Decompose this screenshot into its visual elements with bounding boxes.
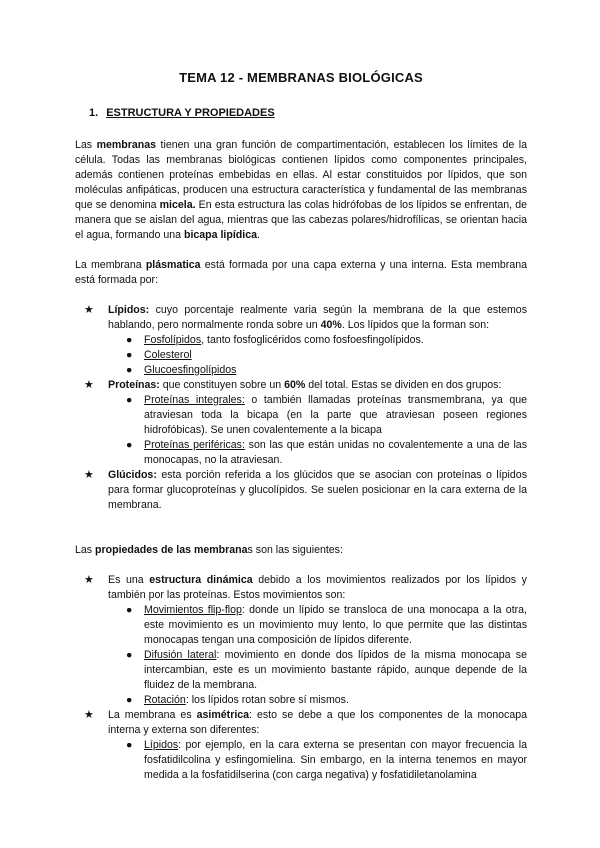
sublist — [108, 393, 527, 468]
bold-term: micela. — [159, 199, 196, 211]
bold-term: bicapa lipídica — [183, 229, 257, 241]
text: esta porción referida a los glúcidos que se asocian con proteínas o lípidos para formar glucoproteínas y glucolípidos. Se suelen posicionar en la cara externa de la membrana. — [108, 469, 527, 511]
text: cuyo porcentaje realmente varia según la membrana de la que estemos hablando, pero normalmente ronda sobre un — [108, 304, 527, 331]
section-heading — [89, 107, 527, 119]
list-item — [108, 333, 527, 348]
components-list — [75, 303, 527, 513]
dot-bullet-icon: ● — [126, 739, 133, 751]
dot-bullet-icon: ● — [126, 394, 133, 406]
dot-bullet-icon: ● — [126, 649, 133, 661]
text: o también llamadas proteínas transmembrana, ya que atraviesan toda la bicapa (en la parte que atraviesan poseen regiones hidrofóbicas). Se unen covalentemente a la bicapa — [144, 394, 527, 436]
text: que constituyen sobre un — [159, 379, 285, 391]
list-item-lipidos — [75, 303, 527, 378]
list-item-proteinas — [75, 378, 527, 468]
text: s son las siguientes: — [247, 544, 343, 556]
propiedades-paragraph — [75, 543, 527, 558]
bold-term: Proteínas: — [108, 379, 160, 391]
bold-term: membranas — [96, 139, 157, 151]
list-item — [108, 603, 527, 648]
text: , tanto fosfoglicéridos como fosfoesfingolípidos. — [201, 334, 424, 346]
text: En esta estructura las colas hidrófobas de los lípidos se enfrentan, de manera que se aislan del agua, mientras que las cabezas polares/hidrofílicas, se orientan hacia el agua, formando una — [75, 199, 527, 241]
text: : esto se debe a que los componentes de la monocapa interna y externa son diferentes: — [108, 709, 527, 736]
list-item-asimetrica — [75, 708, 527, 783]
underlined-term: Colesterol — [144, 349, 192, 361]
bold-term: propiedades de las membrana — [95, 544, 248, 556]
list-item-dinamica — [75, 573, 527, 708]
dot-bullet-icon: ● — [126, 694, 133, 706]
dot-bullet-icon: ● — [126, 334, 133, 346]
underlined-term: Glucoesfingolípidos — [144, 364, 237, 376]
sublist — [108, 333, 527, 378]
underlined-term: Proteínas periféricas: — [144, 439, 245, 451]
text: está formada por una capa externa y una interna. Esta membrana está formada por: — [75, 259, 527, 286]
list-item — [108, 648, 527, 693]
text: Las — [75, 544, 96, 556]
bold-term: Lípidos: — [108, 304, 150, 316]
text: son las que están unidas no covalentemente a una de las monocapas, no la atraviesan. — [144, 439, 527, 466]
text: . Los lípidos que la forman son: — [341, 319, 490, 331]
star-bullet-icon: ★ — [84, 709, 94, 721]
sublist — [108, 603, 527, 708]
text: : donde un lípido se transloca de una monocapa a la otra, este movimiento es un movimiento muy lento, lo que permite que las distintas monocapas tengan una composición de lípidos diferente. — [144, 604, 528, 646]
text: tienen una gran función de compartimentación, establecen los límites de la célula. Todas las membranas biológicas contienen lípidos como componentes principales, además contienen proteínas embebidas en ellas. Al estar constituidos por lípidos, que son moléculas anfipáticas, producen una estructura característica y fundamental de las membranas que se denomina — [75, 139, 527, 211]
list-item — [108, 348, 527, 363]
underlined-term: Proteínas integrales: — [144, 394, 245, 406]
list-item — [108, 363, 527, 378]
section-number: 1. — [89, 107, 99, 119]
underlined-term: Movimientos flip-flop — [144, 604, 242, 616]
bold-term: estructura dinámica — [149, 574, 253, 586]
star-bullet-icon: ★ — [84, 574, 94, 586]
underlined-term: Rotación — [144, 694, 186, 706]
dot-bullet-icon: ● — [126, 349, 133, 361]
text: debido a los movimientos realizados por los lípidos y también por las proteínas. Estos movimientos son: — [108, 574, 527, 601]
list-item — [108, 693, 527, 708]
properties-list — [75, 573, 527, 783]
underlined-term: Difusión lateral — [144, 649, 217, 661]
dot-bullet-icon: ● — [126, 604, 133, 616]
page-title: TEMA 12 - MEMBRANAS BIOLÓGICAS — [179, 70, 423, 85]
text: : los lípidos rotan sobre sí mismos. — [185, 694, 349, 706]
sublist — [108, 738, 527, 783]
star-bullet-icon: ★ — [84, 379, 94, 391]
bold-term: asimétrica — [196, 709, 250, 721]
text: del total. Estas se dividen en dos grupos: — [305, 379, 502, 391]
intro-paragraph — [75, 138, 527, 243]
list-item — [108, 438, 527, 468]
bold-term: plásmatica — [145, 259, 201, 271]
dot-bullet-icon: ● — [126, 364, 133, 376]
text: La membrana — [75, 259, 146, 271]
membrana-paragraph — [75, 258, 527, 288]
star-bullet-icon: ★ — [84, 469, 94, 481]
text: La membrana es — [108, 709, 197, 721]
text: Las — [75, 139, 97, 151]
underlined-term: Lípidos — [144, 739, 179, 751]
bold-term: 60% — [284, 379, 306, 391]
section-title: ESTRUCTURA Y PROPIEDADES — [106, 107, 275, 119]
bold-term: 40% — [320, 319, 342, 331]
text: : por ejemplo, en la cara externa se presentan con mayor frecuencia la fosfatidilcolina y esfingomielina. Sin embargo, en la interna tenemos en mayor medida a la fosfatidilserina (con carga negativa) y fosfatidiletanolamina — [144, 739, 527, 781]
star-bullet-icon: ★ — [84, 304, 94, 316]
text: : movimiento en donde dos lípidos de la misma monocapa se intercambian, este es un movimiento bastante rápido, aunque depende de la fluidez de la membrana. — [144, 649, 527, 691]
document-page — [75, 70, 527, 783]
list-item — [108, 393, 527, 438]
list-item-glucidos — [75, 468, 527, 513]
underlined-term: Fosfolípidos — [144, 334, 202, 346]
dot-bullet-icon: ● — [126, 439, 133, 451]
list-item — [108, 738, 527, 783]
bold-term: Glúcidos: — [108, 469, 157, 481]
text: Es una — [108, 574, 150, 586]
text: . — [256, 229, 260, 241]
